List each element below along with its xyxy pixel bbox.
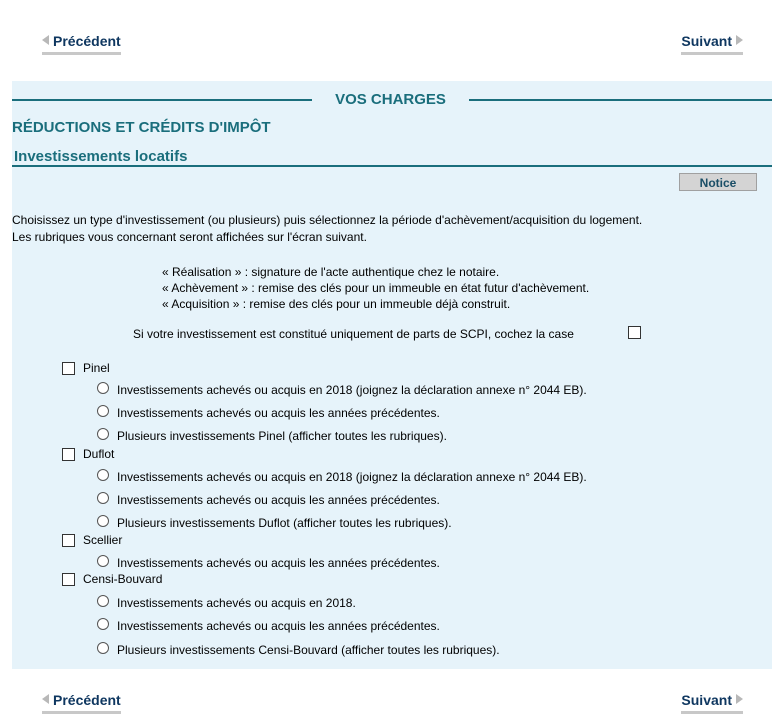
duflot-option-1-radio[interactable] bbox=[97, 469, 109, 481]
definitions bbox=[162, 264, 589, 312]
scpi-row bbox=[133, 327, 574, 341]
pinel-option-1-radio[interactable] bbox=[97, 382, 109, 394]
scpi-checkbox[interactable] bbox=[628, 326, 641, 339]
divider bbox=[12, 165, 772, 167]
duflot-option-3-radio[interactable] bbox=[97, 515, 109, 527]
censi-bouvard-option-3-radio[interactable] bbox=[97, 642, 109, 654]
duflot-option-2-radio[interactable] bbox=[97, 492, 109, 504]
divider bbox=[469, 99, 772, 101]
notice-button[interactable]: Notice bbox=[679, 173, 757, 191]
page-heading: RÉDUCTIONS ET CRÉDITS D'IMPÔT bbox=[12, 119, 271, 136]
pinel-option-2-radio[interactable] bbox=[97, 405, 109, 417]
scellier-option-1-radio[interactable] bbox=[97, 555, 109, 567]
previous-link-bottom[interactable]: Précédent bbox=[42, 692, 121, 714]
pinel-option-3-radio[interactable] bbox=[97, 428, 109, 440]
definition-achevement: « Achèvement » : remise des clés pour un immeuble en état futur d'achèvement. bbox=[162, 281, 590, 295]
duflot-checkbox[interactable] bbox=[62, 448, 75, 461]
arrow-left-icon bbox=[42, 35, 49, 45]
scpi-label: Si votre investissement est constitué uniquement de parts de SCPI, cochez la case bbox=[133, 327, 574, 341]
page-subheading: Investissements locatifs bbox=[14, 148, 188, 165]
arrow-left-icon bbox=[42, 694, 49, 704]
next-link-bottom[interactable]: Suivant bbox=[681, 692, 743, 714]
section-title-bar bbox=[12, 90, 772, 110]
arrow-right-icon bbox=[736, 35, 743, 45]
next-link-top[interactable]: Suivant bbox=[681, 33, 743, 55]
intro-text: Choisissez un type d'investissement (ou plusieurs) puis sélectionnez la période d'achèvement/acquisition du logement. Les rubriques vous concernant seront affichées sur l'écran suivant. bbox=[12, 213, 643, 244]
censi-bouvard-checkbox[interactable] bbox=[62, 573, 75, 586]
definition-realisation: « Réalisation » : signature de l'acte authentique chez le notaire. bbox=[162, 265, 500, 279]
previous-link-top[interactable]: Précédent bbox=[42, 33, 121, 55]
form-panel: VOS CHARGES RÉDUCTIONS ET CRÉDITS D'IMPÔT Investissements locatifs Notice Choisissez un type d'investissement (ou plusieurs) puis sélectionnez la période d'achèvement/acquisition du logement. Les rubriques vous concernant seront affichées sur l'écran suivant. « Réalisation » : signature de l'acte authentique chez le notaire. « Achèvement » : remise des clés pour un immeuble en état futur d'achèvement. « Acquisition » : remise des clés pour un immeuble déjà construit. Si votre investissement est constitué uniquement de parts de SCPI, cochez la case Pinel Investissements achevés ou acquis en 2018 (joignez la déclaration annexe n° 2044 EB). Investissements achevés ou acquis les années précédentes. Plusieurs investissements Pinel (afficher toutes les rubriques). Duflot Investissements achevés ou acquis en 2018 (joignez la déclaration annexe n° 2044 EB). Investissements achevés ou acquis les années précédentes. Plusieurs investissements Duflot (afficher toutes les rubriques). Scellier Investissements achevés ou acquis les années précédentes. Censi-Bouvard Investissements achevés ou acquis en 2018. Investissements achevés ou acquis les années précédentes. Plusieurs investissements Censi-Bouvard (afficher toutes les rubriques). bbox=[12, 81, 772, 669]
arrow-right-icon bbox=[736, 694, 743, 704]
section-title: VOS CHARGES bbox=[335, 91, 446, 108]
definition-acquisition: « Acquisition » : remise des clés pour un immeuble déjà construit. bbox=[162, 297, 511, 311]
divider bbox=[12, 99, 312, 101]
pinel-checkbox[interactable] bbox=[62, 362, 75, 375]
censi-bouvard-option-1-radio[interactable] bbox=[97, 595, 109, 607]
scellier-checkbox[interactable] bbox=[62, 534, 75, 547]
censi-bouvard-option-2-radio[interactable] bbox=[97, 618, 109, 630]
